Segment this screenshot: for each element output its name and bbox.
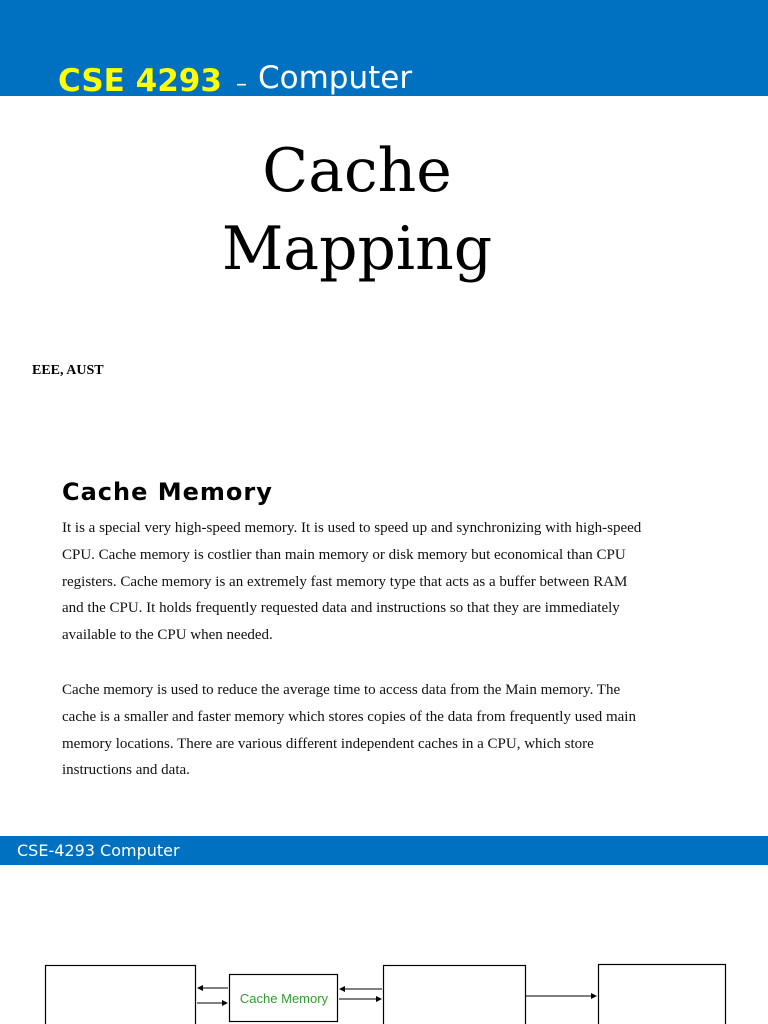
cache-memory-label: Cache Memory bbox=[239, 991, 329, 1006]
paragraph-2 bbox=[62, 677, 662, 784]
main-memory-box bbox=[384, 966, 526, 1024]
paragraph-line: CPU. Cache memory is costlier than main memory or disk memory but economical than CPU bbox=[62, 546, 626, 563]
affiliation: EEE, AUST bbox=[32, 363, 104, 378]
paragraph-line: It is a special very high-speed memory. It is used to speed up and synchronizing with high-speed bbox=[62, 520, 642, 536]
footer-text: CSE-4293 Computer bbox=[17, 841, 180, 860]
slide-title bbox=[157, 132, 557, 288]
section-heading: Cache Memory bbox=[62, 478, 273, 506]
paragraph-1 bbox=[62, 515, 662, 649]
memory-diagram bbox=[0, 955, 768, 1024]
course-name: Computer bbox=[258, 60, 413, 96]
paragraph-line: and the CPU. It holds frequently requested data and instructions so that they are immediately bbox=[62, 600, 620, 617]
footer-band bbox=[0, 836, 768, 865]
paragraph-line: memory locations. There are various different independent caches in a CPU, which store bbox=[62, 735, 594, 752]
slide-title-line-2: Mapping bbox=[221, 214, 493, 284]
paragraph-line: Cache memory is used to reduce the average time to access data from the Main memory. The bbox=[62, 682, 621, 698]
paragraph-line: available to the CPU when needed. bbox=[62, 627, 273, 644]
cpu-box bbox=[46, 966, 196, 1024]
secondary-memory-box bbox=[599, 965, 726, 1024]
paragraph-line: instructions and data. bbox=[62, 762, 190, 779]
paragraph-line: registers. Cache memory is an extremely fast memory type that acts as a buffer between RAM bbox=[62, 573, 628, 590]
course-code: CSE 4293 bbox=[58, 63, 222, 99]
slide-title-line-1: Cache bbox=[262, 136, 452, 206]
paragraph-line: cache is a smaller and faster memory which stores copies of the data from frequently used main bbox=[62, 708, 636, 725]
course-dash: – bbox=[236, 72, 247, 97]
